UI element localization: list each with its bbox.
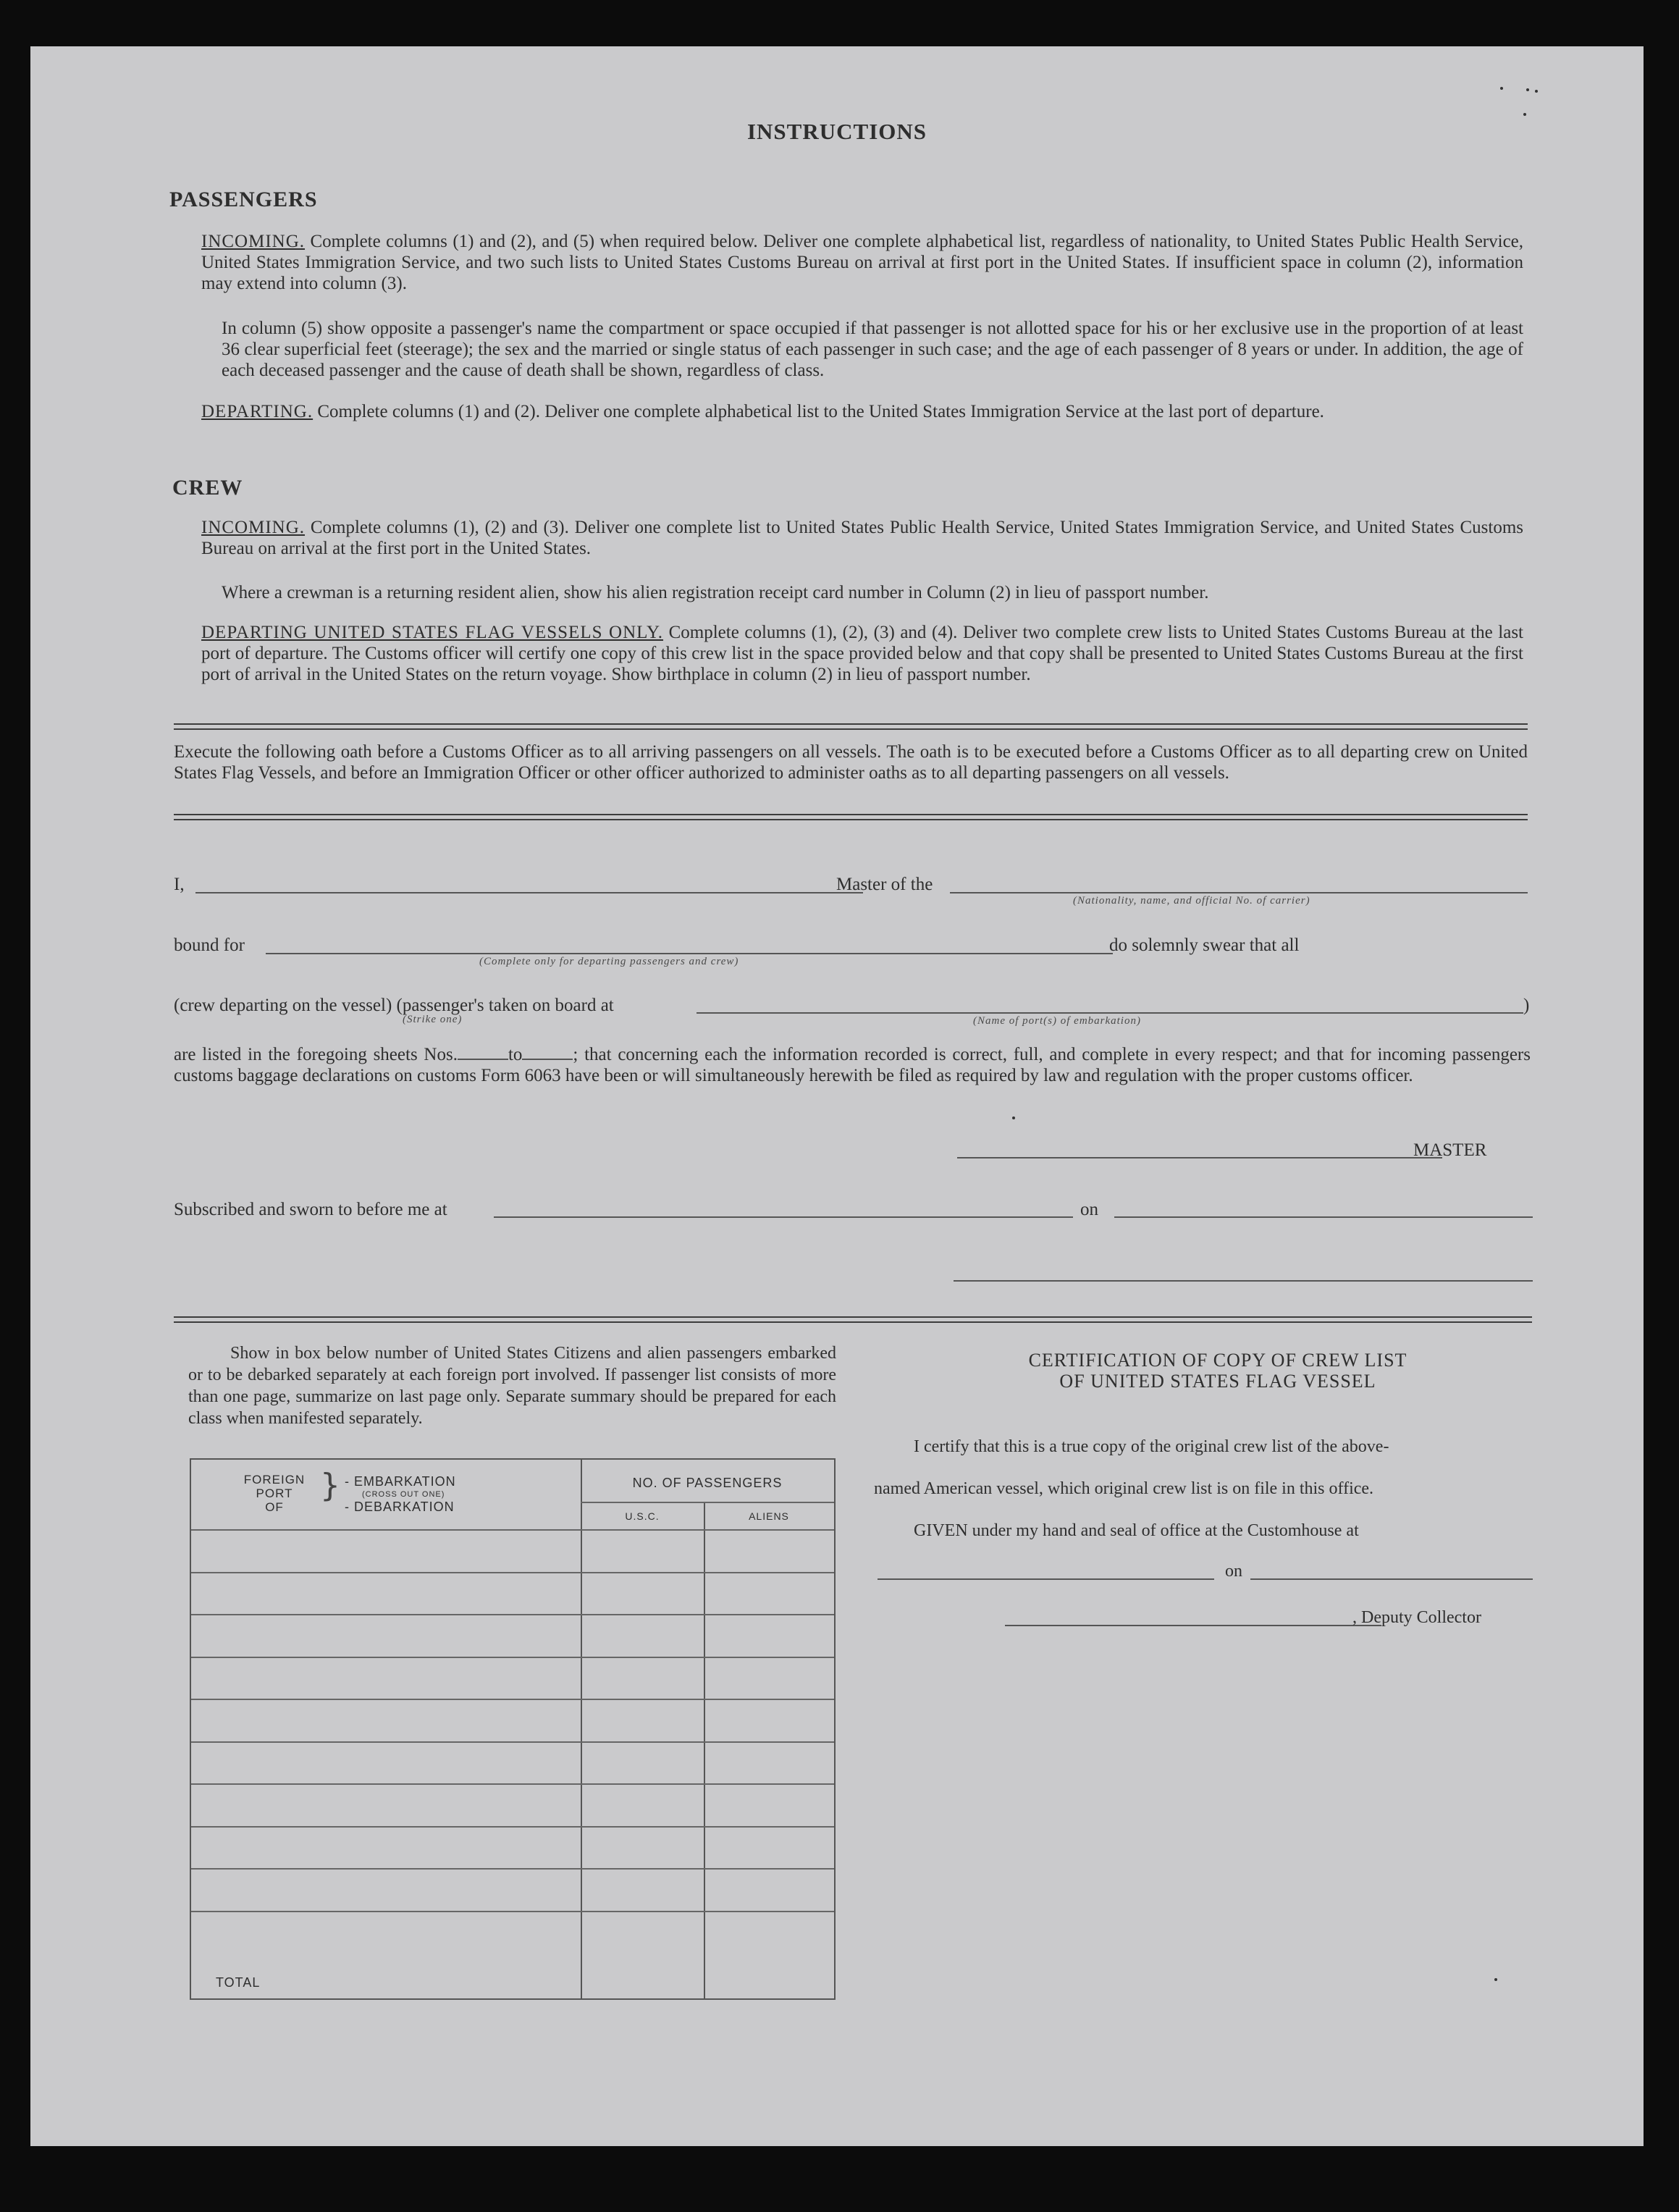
port-cell[interactable]: [191, 1911, 581, 1954]
page-title: INSTRUCTIONS: [746, 119, 927, 144]
crew-incoming-label: INCOMING.: [201, 518, 306, 537]
strike-one-caption: (Strike one): [403, 1014, 463, 1025]
usc-cell[interactable]: [581, 1614, 704, 1657]
deputy-collector-label: , Deputy Collector: [1352, 1608, 1481, 1627]
passengers-departing-text: Complete columns (1) and (2). Deliver one complete alphabetical list to the United States Immigration Service at the last port of departure.: [317, 402, 1324, 421]
port-cell[interactable]: [191, 1783, 581, 1826]
port-caption: (Name of port(s) of embarkation): [973, 1015, 1141, 1027]
listed-paragraph: [174, 1044, 1531, 1086]
brace-icon: }: [320, 1467, 340, 1504]
customhouse-line[interactable]: [878, 1578, 1214, 1580]
bound-for-label: bound for: [174, 935, 245, 955]
oath-instruction: Execute the following oath before a Customs Officer as to all arriving passengers on all vessels. The oath is to be executed before a Customs Officer as to all departing crew on United States Flag Vessels, and before an Immigration Officer or other officer authorized to administer oaths as to all departing passengers on all vessels.: [174, 742, 1528, 783]
sworn-on-label: on: [1080, 1200, 1098, 1219]
crew-departing-paragraph: [201, 622, 1523, 685]
master-signature-line[interactable]: [957, 1157, 1442, 1158]
usc-cell[interactable]: [581, 1529, 704, 1572]
header-port: PORT: [256, 1486, 293, 1500]
port-cell[interactable]: [191, 1699, 581, 1741]
usc-header: U.S.C.: [625, 1510, 660, 1522]
usc-cell[interactable]: [581, 1572, 704, 1615]
crew-heading: CREW: [172, 476, 243, 500]
port-cell[interactable]: [191, 1741, 581, 1784]
no-of-passengers-header: NO. OF PASSENGERS: [632, 1476, 783, 1490]
usc-cell[interactable]: [581, 1868, 704, 1911]
passengers-column5-paragraph: In column (5) show opposite a passenger's name the compartment or space occupied if that passenger is not allotted space for his or her exclusive use in the proportion of at least 36 clear superficial feet (steerage); the sex and the married or single status of each passenger in such case; and the age of each passenger of 8 years or under. In addition, the age of each deceased passenger and the cause of death shall be shown, regardless of class.: [222, 319, 1523, 380]
close-paren: ): [1523, 996, 1530, 1015]
swear-text: do solemnly swear that all: [1109, 935, 1300, 955]
certification-title-line2: OF UNITED STATES FLAG VESSEL: [1059, 1371, 1376, 1392]
passengers-heading: PASSENGERS: [169, 188, 318, 211]
listed-text-a: are listed in the foregoing sheets Nos.: [174, 1045, 458, 1064]
speck: [1523, 113, 1526, 116]
total-label: TOTAL: [216, 1975, 261, 1990]
certification-title: [870, 1350, 1565, 1392]
speck: [1494, 1978, 1497, 1981]
aliens-cell[interactable]: [704, 1868, 834, 1911]
aliens-cell[interactable]: [704, 1741, 834, 1784]
listed-text-b: ; that concerning each the information recorded is correct, full, and complete in every respect; and that for incoming passengers customs baggage declarations on customs Form 6063 have been or will simultaneously herewith be filed as required by law and regulation with the proper customs officer.: [174, 1045, 1531, 1085]
aliens-cell[interactable]: [704, 1783, 834, 1826]
port-cell[interactable]: [191, 1657, 581, 1699]
port-cell[interactable]: [191, 1614, 581, 1657]
master-name-line[interactable]: [195, 892, 863, 893]
given-line: GIVEN under my hand and seal of office at the Customhouse at: [914, 1521, 1359, 1540]
table-divider: [581, 1502, 834, 1503]
section-divider: [174, 1316, 1532, 1323]
form-sheet: [30, 46, 1644, 2146]
speck: [1012, 1116, 1015, 1119]
foreign-port-of-header: [235, 1473, 314, 1514]
carrier-caption: (Nationality, name, and official No. of carrier): [1073, 895, 1310, 907]
aliens-cell[interactable]: [704, 1699, 834, 1741]
usc-cell[interactable]: [581, 1741, 704, 1784]
listed-to: to: [508, 1045, 523, 1064]
aliens-cell[interactable]: [704, 1529, 834, 1572]
usc-cell[interactable]: [581, 1826, 704, 1869]
passengers-incoming-label: INCOMING.: [201, 232, 306, 251]
master-of-the-label: Master of the: [836, 875, 933, 894]
header-of: OF: [265, 1500, 284, 1514]
crew-departing-label: DEPARTING UNITED STATES FLAG VESSELS ONLY.: [201, 623, 664, 642]
bound-caption: (Complete only for departing passengers and crew): [479, 956, 739, 967]
section-divider: [174, 723, 1528, 730]
aliens-cell[interactable]: [704, 1614, 834, 1657]
sworn-place-line[interactable]: [494, 1216, 1073, 1218]
certify-line2: named American vessel, which original crew list is on file in this office.: [874, 1479, 1374, 1498]
usc-cell[interactable]: [581, 1657, 704, 1699]
sheet-to-field[interactable]: [522, 1046, 573, 1060]
certification-title-line1: CERTIFICATION OF COPY OF CREW LIST: [1028, 1350, 1407, 1371]
usc-cell[interactable]: [581, 1911, 704, 1954]
speck: [1500, 87, 1503, 90]
speck: [1526, 88, 1529, 91]
passengers-departing-label: DEPARTING.: [201, 402, 314, 421]
subscribed-label: Subscribed and sworn to before me at: [174, 1200, 447, 1219]
port-cell[interactable]: [191, 1826, 581, 1869]
port-cell[interactable]: [191, 1529, 581, 1572]
crew-incoming-paragraph: [201, 517, 1523, 559]
sworn-date-line[interactable]: [1114, 1216, 1533, 1218]
officer-signature-line[interactable]: [954, 1280, 1533, 1282]
passengers-departing-paragraph: [201, 401, 1523, 422]
destination-line[interactable]: [266, 953, 1113, 954]
cert-date-line[interactable]: [1250, 1578, 1533, 1580]
passengers-incoming-paragraph: [201, 231, 1523, 294]
debarkation-label: - DEBARKATION: [345, 1500, 455, 1514]
summary-instruction: Show in box below number of United States Citizens and alien passengers embarked or to be debarked separately at each foreign port involved. If passenger list consists of more than one page, summarize on last page only. Separate summary should be prepared for each class when manifested separately.: [188, 1344, 836, 1428]
carrier-line[interactable]: [950, 892, 1528, 893]
speck: [1535, 90, 1538, 93]
passenger-summary-table: [190, 1458, 836, 2000]
section-divider: [174, 814, 1528, 820]
aliens-cell[interactable]: [704, 1572, 834, 1615]
crew-alien-paragraph: Where a crewman is a returning resident alien, show his alien registration receipt card number in Column (2) in lieu of passport number.: [222, 583, 1209, 602]
port-cell[interactable]: [191, 1572, 581, 1615]
oath-i-label: I,: [174, 875, 185, 894]
deputy-signature-line[interactable]: [1005, 1625, 1381, 1626]
crew-incoming-text: Complete columns (1), (2) and (3). Deliver one complete list to United States Public Health Service, United States Immigration Service, and United States Customs Bureau on arrival at the first port in the United States.: [201, 518, 1523, 558]
certify-line1: I certify that this is a true copy of the original crew list of the above-: [914, 1437, 1389, 1456]
aliens-cell[interactable]: [704, 1826, 834, 1869]
embarkation-label: - EMBARKATION: [345, 1474, 456, 1489]
passengers-incoming-text: Complete columns (1) and (2), and (5) when required below. Deliver one complete alphabetical list, regardless of nationality, to United States Public Health Service, United States Immigration Service, and two such lists to United States Customs Bureau on arrival at first port in the United States. If insufficient space in column (2), information may extend into column (3).: [201, 232, 1524, 293]
crew-departing-text: Complete columns (1), (2), (3) and (4). Deliver two complete crew lists to United States Customs Bureau at the last port of departure. The Customs officer will certify one copy of this crew list in the space provided below and that copy shall be presented to United States Customs Bureau at the first port of arrival in the United States on the return voyage. Show birthplace in column (2) in lieu of passport number.: [201, 623, 1523, 684]
master-label: MASTER: [1413, 1140, 1487, 1160]
aliens-header: ALIENS: [749, 1510, 789, 1522]
cert-on-label: on: [1225, 1562, 1242, 1581]
port-cell[interactable]: [191, 1868, 581, 1911]
cross-out-label: (CROSS OUT ONE): [362, 1490, 445, 1499]
crew-departing-text-line: (crew departing on the vessel) (passenger's taken on board at: [174, 996, 614, 1015]
header-foreign: FOREIGN: [243, 1473, 306, 1486]
aliens-cell[interactable]: [704, 1911, 834, 1954]
aliens-cell[interactable]: [704, 1657, 834, 1699]
usc-cell[interactable]: [581, 1783, 704, 1826]
embarkation-port-line[interactable]: [697, 1012, 1523, 1014]
sheet-from-field[interactable]: [458, 1046, 508, 1060]
usc-cell[interactable]: [581, 1699, 704, 1741]
